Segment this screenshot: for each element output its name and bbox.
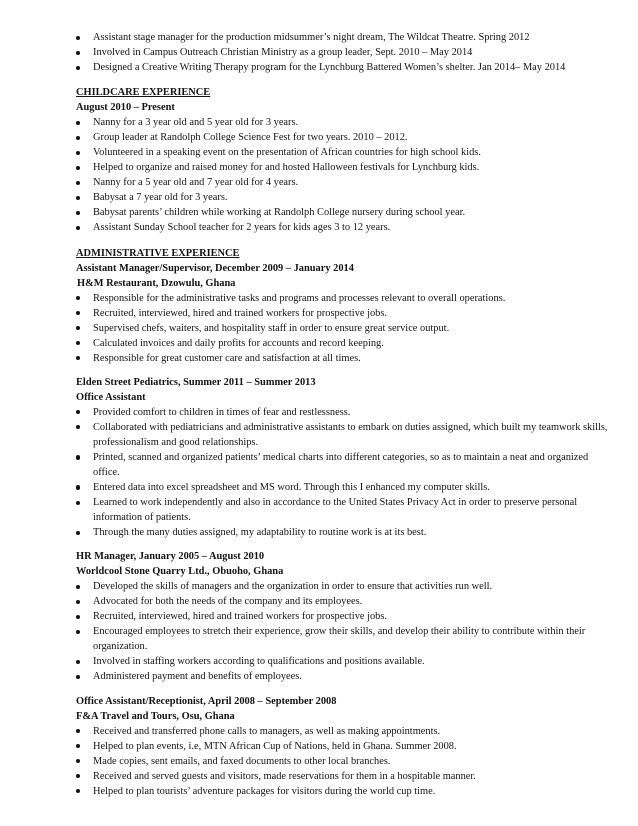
job-bullet-list xyxy=(76,405,612,540)
childcare-dates: August 2010 – Present xyxy=(76,102,175,114)
list-item: Received and transferred phone calls to managers, as well as making appointments. xyxy=(76,724,612,739)
list-item: Printed, scanned and organized patients’ medical charts into different categories, so as to maintain a neat and organized office. xyxy=(76,450,612,480)
job-organization: H&M Restaurant, Dzowulu, Ghana xyxy=(77,277,236,289)
list-item: Volunteered in a speaking event on the presentation of African countries for high school kids. xyxy=(76,145,612,160)
job-organization: F&A Travel and Tours, Osu, Ghana xyxy=(76,710,235,722)
list-item: Responsible for great customer care and satisfaction at all times. xyxy=(76,351,612,366)
job-bullet-list xyxy=(76,724,612,799)
job-bullet-list xyxy=(76,291,612,366)
list-item: Nanny for a 3 year old and 5 year old for 3 years. xyxy=(76,115,612,130)
list-item: Helped to plan events, i.e, MTN African Cup of Nations, held in Ghana. Summer 2008. xyxy=(76,739,612,754)
list-item: Made copies, sent emails, and faxed documents to other local branches. xyxy=(76,754,612,769)
list-item: Learned to work independently and also in accordance to the United States Privacy Act in order to preserve personal information of patients. xyxy=(76,495,612,525)
job-title: Elden Street Pediatrics, Summer 2011 – Summer 2013 xyxy=(76,376,316,388)
list-item: Advocated for both the needs of the company and its employees. xyxy=(76,594,612,609)
list-item: Recruited, interviewed, hired and trained workers for prospective jobs. xyxy=(76,609,612,624)
list-item: Entered data into excel spreadsheet and MS word. Through this I enhanced my computer skills. xyxy=(76,480,612,495)
list-item: Involved in staffing workers according to qualifications and positions available. xyxy=(76,654,612,669)
list-item: Helped to plan tourists’ adventure packages for visitors during the world cup time. xyxy=(76,784,612,799)
intro-bullet-list xyxy=(76,30,612,75)
job-organization: Worldcool Stone Quarry Ltd., Obuoho, Ghana xyxy=(76,566,284,578)
list-item: Babysat a 7 year old for 3 years. xyxy=(76,190,612,205)
admin-heading: ADMINISTRATIVE EXPERIENCE xyxy=(76,247,240,259)
list-item: Assistant Sunday School teacher for 2 years for kids ages 3 to 12 years. xyxy=(76,220,612,235)
job-position: Office Assistant xyxy=(76,391,146,403)
childcare-bullet-list xyxy=(76,115,612,235)
list-item: Through the many duties assigned, my adaptability to routine work is at its best. xyxy=(76,525,612,540)
job-title: Assistant Manager/Supervisor, December 2009 – January 2014 xyxy=(76,262,354,274)
list-item: Helped to organize and raised money for and hosted Halloween festivals for Lynchburg kids. xyxy=(76,160,612,175)
list-item: Administered payment and benefits of employees. xyxy=(76,669,612,684)
list-item: Developed the skills of managers and the organization in order to ensure that activities run well. xyxy=(76,579,612,594)
list-item: Involved in Campus Outreach Christian Ministry as a group leader, Sept. 2010 – May 2014 xyxy=(76,45,612,60)
list-item: Responsible for the administrative tasks and programs and processes relevant to overall operations. xyxy=(76,291,612,306)
list-item: Collaborated with pediatricians and administrative assistants to embark on duties assigned, which built my teamwork skills, professionalism and good relationships. xyxy=(76,420,612,450)
childcare-heading: CHILDCARE EXPERIENCE xyxy=(76,87,211,99)
list-item: Recruited, interviewed, hired and trained workers for prospective jobs. xyxy=(76,306,612,321)
list-item: Designed a Creative Writing Therapy program for the Lynchburg Battered Women’s shelter. Jan 2014– May 2014 xyxy=(76,60,612,75)
list-item: Encouraged employees to stretch their experience, grow their skills, and develop their ability to contribute within their organization. xyxy=(76,624,612,654)
list-item: Assistant stage manager for the production midsummer’s night dream, The Wildcat Theatre. Spring 2012 xyxy=(76,30,612,45)
list-item: Babysat parents’ children while working at Randolph College nursery during school year. xyxy=(76,205,612,220)
list-item: Calculated invoices and daily profits for accounts and record keeping. xyxy=(76,336,612,351)
job-bullet-list xyxy=(76,579,612,684)
list-item: Provided comfort to children in times of fear and restlessness. xyxy=(76,405,612,420)
job-title: HR Manager, January 2005 – August 2010 xyxy=(76,551,265,563)
list-item: Supervised chefs, waiters, and hospitality staff in order to ensure great service output. xyxy=(76,321,612,336)
job-title: Office Assistant/Receptionist, April 2008 – September 2008 xyxy=(76,695,337,707)
list-item: Group leader at Randolph College Science Fest for two years. 2010 – 2012. xyxy=(76,130,612,145)
list-item: Nanny for a 5 year old and 7 year old for 4 years. xyxy=(76,175,612,190)
list-item: Received and served guests and visitors, made reservations for them in a hospitable manner. xyxy=(76,769,612,784)
